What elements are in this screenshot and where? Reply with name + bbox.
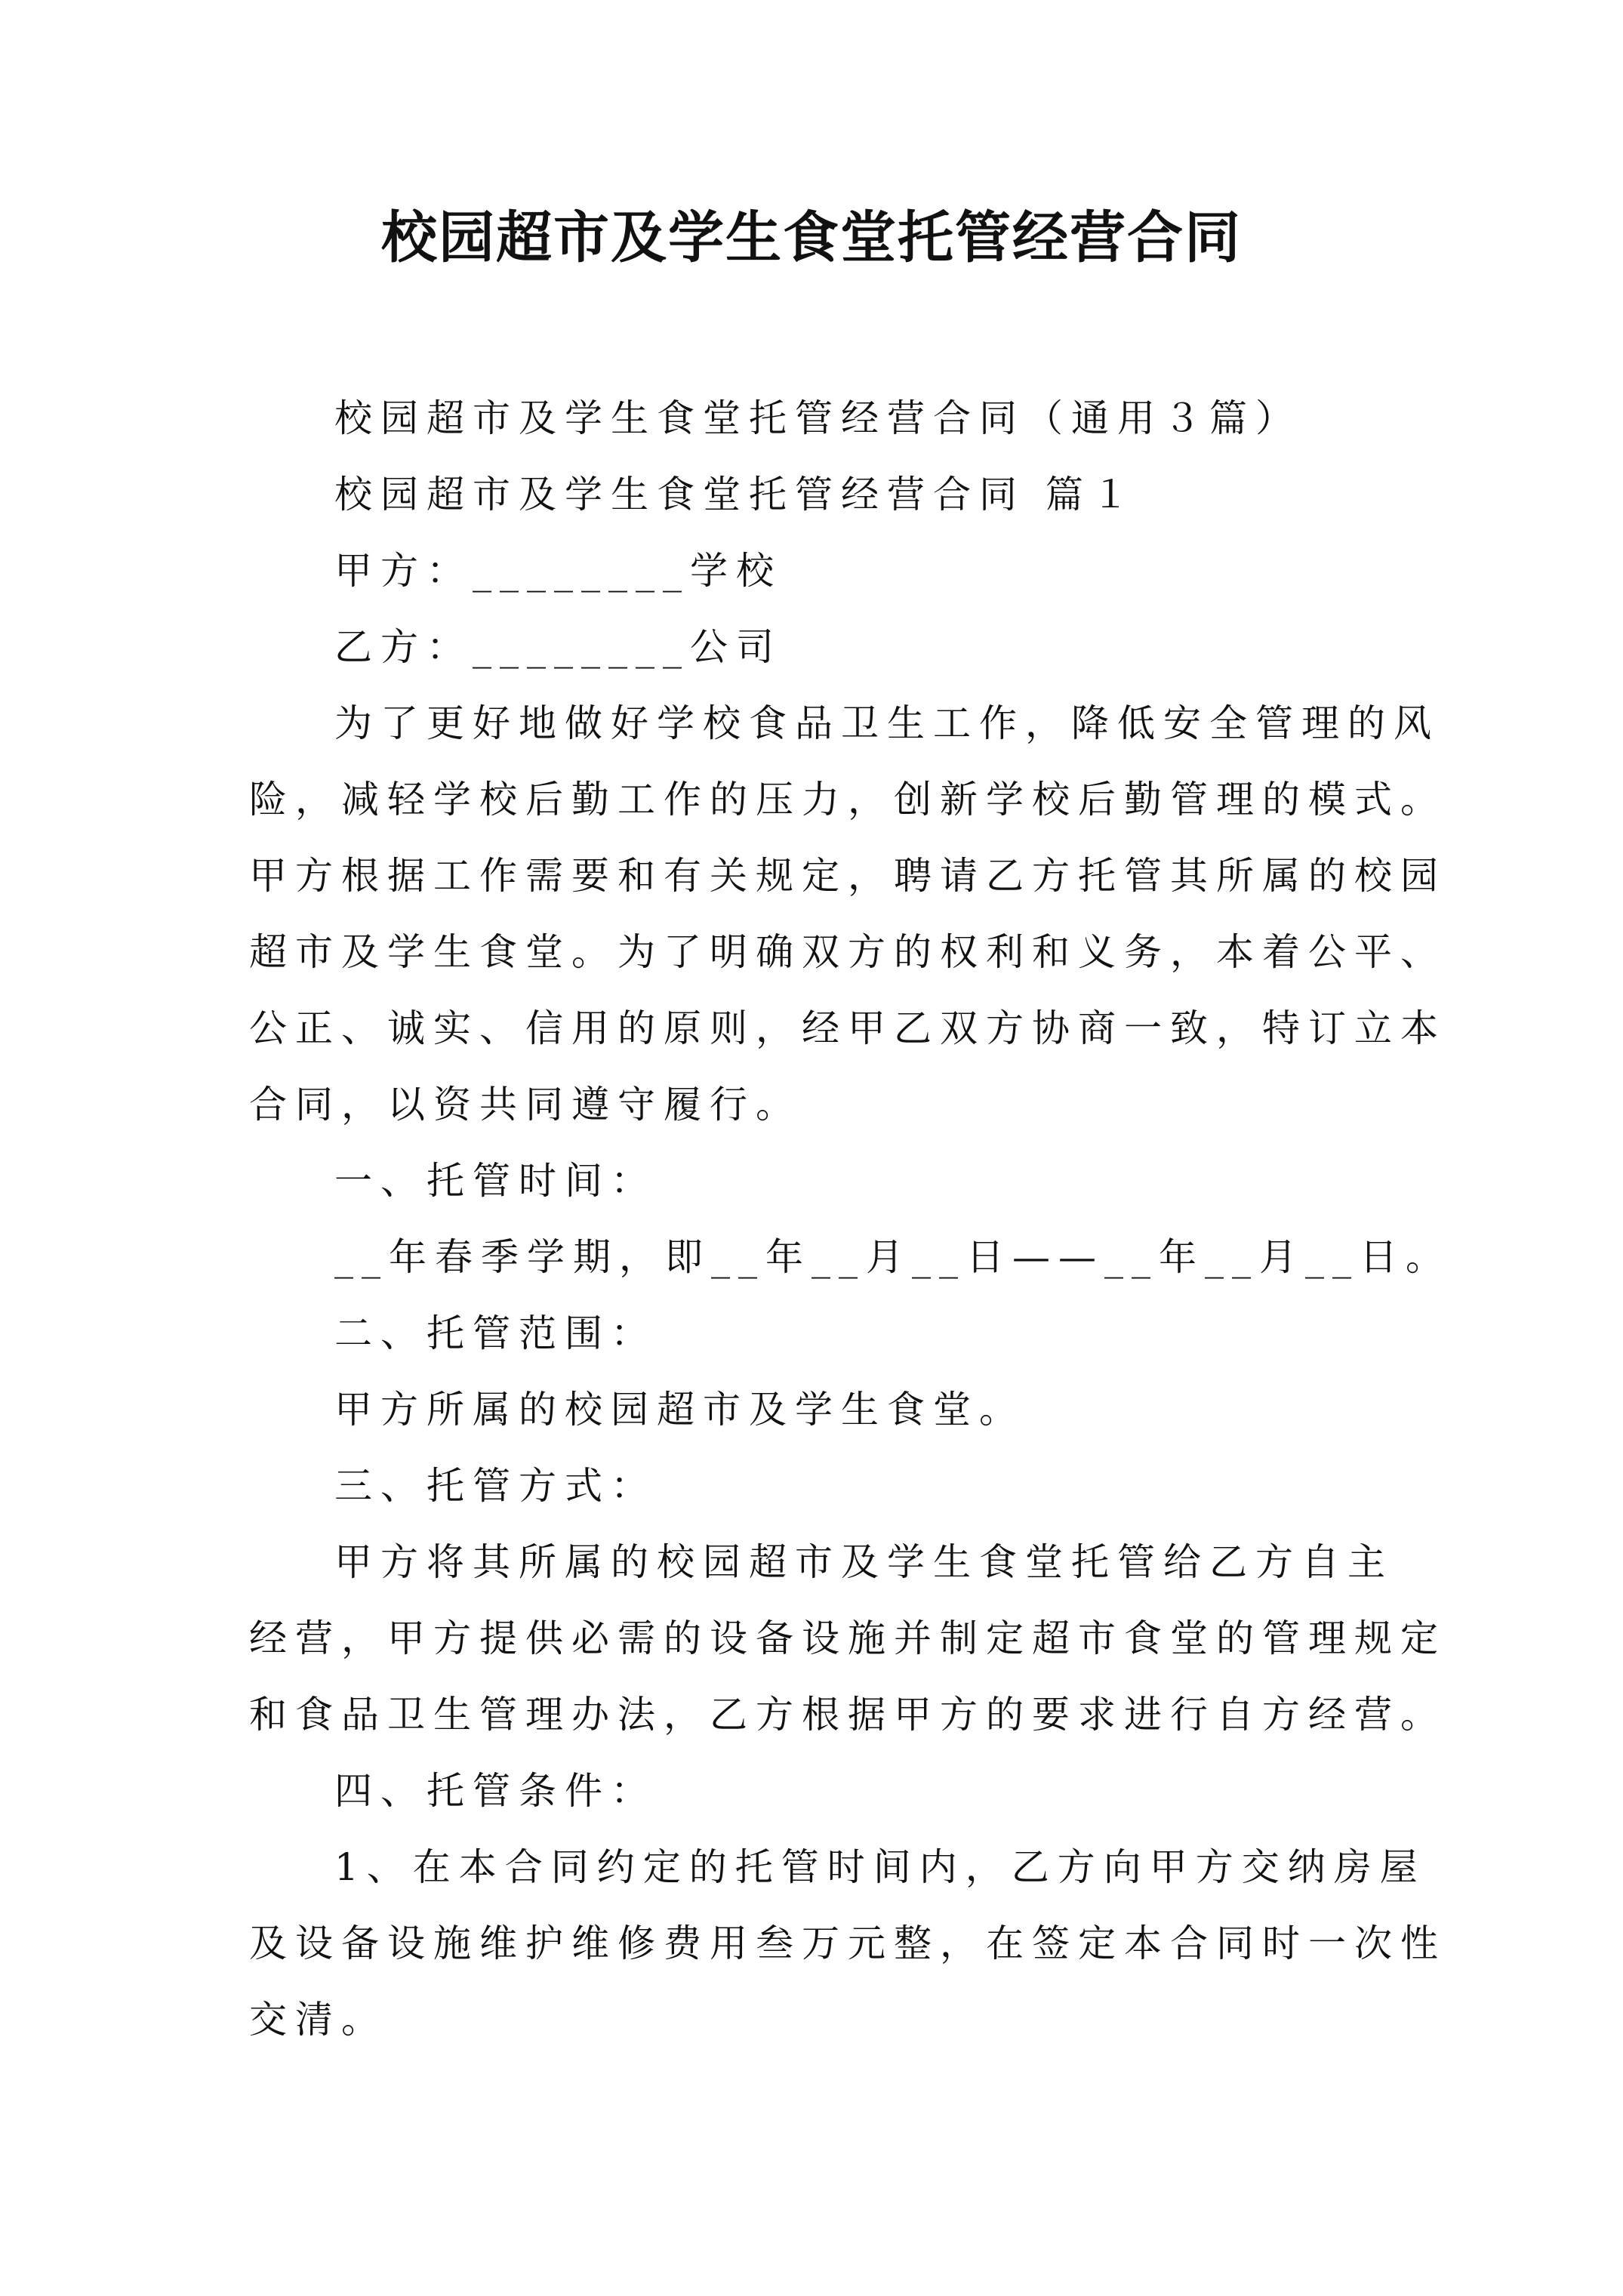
- document-body: [249, 381, 1452, 2058]
- section-heading: 一、托管时间：: [334, 1159, 657, 1203]
- paragraph-line: 交清。: [249, 1998, 387, 2042]
- paragraph-line: 校园超市及学生食堂托管经营合同 篇１: [334, 473, 1138, 516]
- paragraph-line: 甲方所属的校园超市及学生食堂。: [334, 1388, 1025, 1432]
- paragraph-line: 甲方将其所属的校园超市及学生食堂托管给乙方自主: [334, 1540, 1394, 1584]
- paragraph-line: 险，减轻学校后勤工作的压力，创新学校后勤管理的模式。: [249, 778, 1446, 821]
- paragraph-line: 及设备设施维护维修费用叁万元整，在签定本合同时一次性: [249, 1922, 1446, 1965]
- paragraph-line: 超市及学生食堂。为了明确双方的权利和义务，本着公平、: [249, 930, 1446, 974]
- document-title: 校园超市及学生食堂托管经营合同: [381, 205, 1242, 270]
- section-heading: 四、托管条件：: [334, 1769, 657, 1813]
- paragraph-line: 1、在本合同约定的托管时间内，乙方向甲方交纳房屋: [334, 1845, 1426, 1889]
- paragraph-line: 校园超市及学生食堂托管经营合同（通用３篇）: [334, 396, 1301, 440]
- paragraph-line: 乙方：________公司: [334, 625, 782, 669]
- paragraph-line: 和食品卫生管理办法，乙方根据甲方的要求进行自方经营。: [249, 1693, 1446, 1737]
- section-heading: 三、托管方式：: [334, 1464, 657, 1508]
- paragraph-line: 经营，甲方提供必需的设备设施并制定超市食堂的管理规定: [249, 1616, 1446, 1660]
- paragraph-line: 为了更好地做好学校食品卫生工作，降低安全管理的风: [334, 701, 1440, 745]
- paragraph-line: 甲方：________学校: [334, 549, 782, 593]
- section-heading: 二、托管范围：: [334, 1311, 657, 1355]
- paragraph-line: 公正、诚实、信用的原则，经甲乙双方协商一致，特订立本: [249, 1006, 1446, 1050]
- paragraph-line: 甲方根据工作需要和有关规定，聘请乙方托管其所属的校园: [249, 854, 1446, 898]
- paragraph-line: 合同，以资共同遵守履行。: [249, 1083, 802, 1126]
- paragraph-line: __年春季学期，即__年__月__日——__年__月__日。: [334, 1235, 1452, 1279]
